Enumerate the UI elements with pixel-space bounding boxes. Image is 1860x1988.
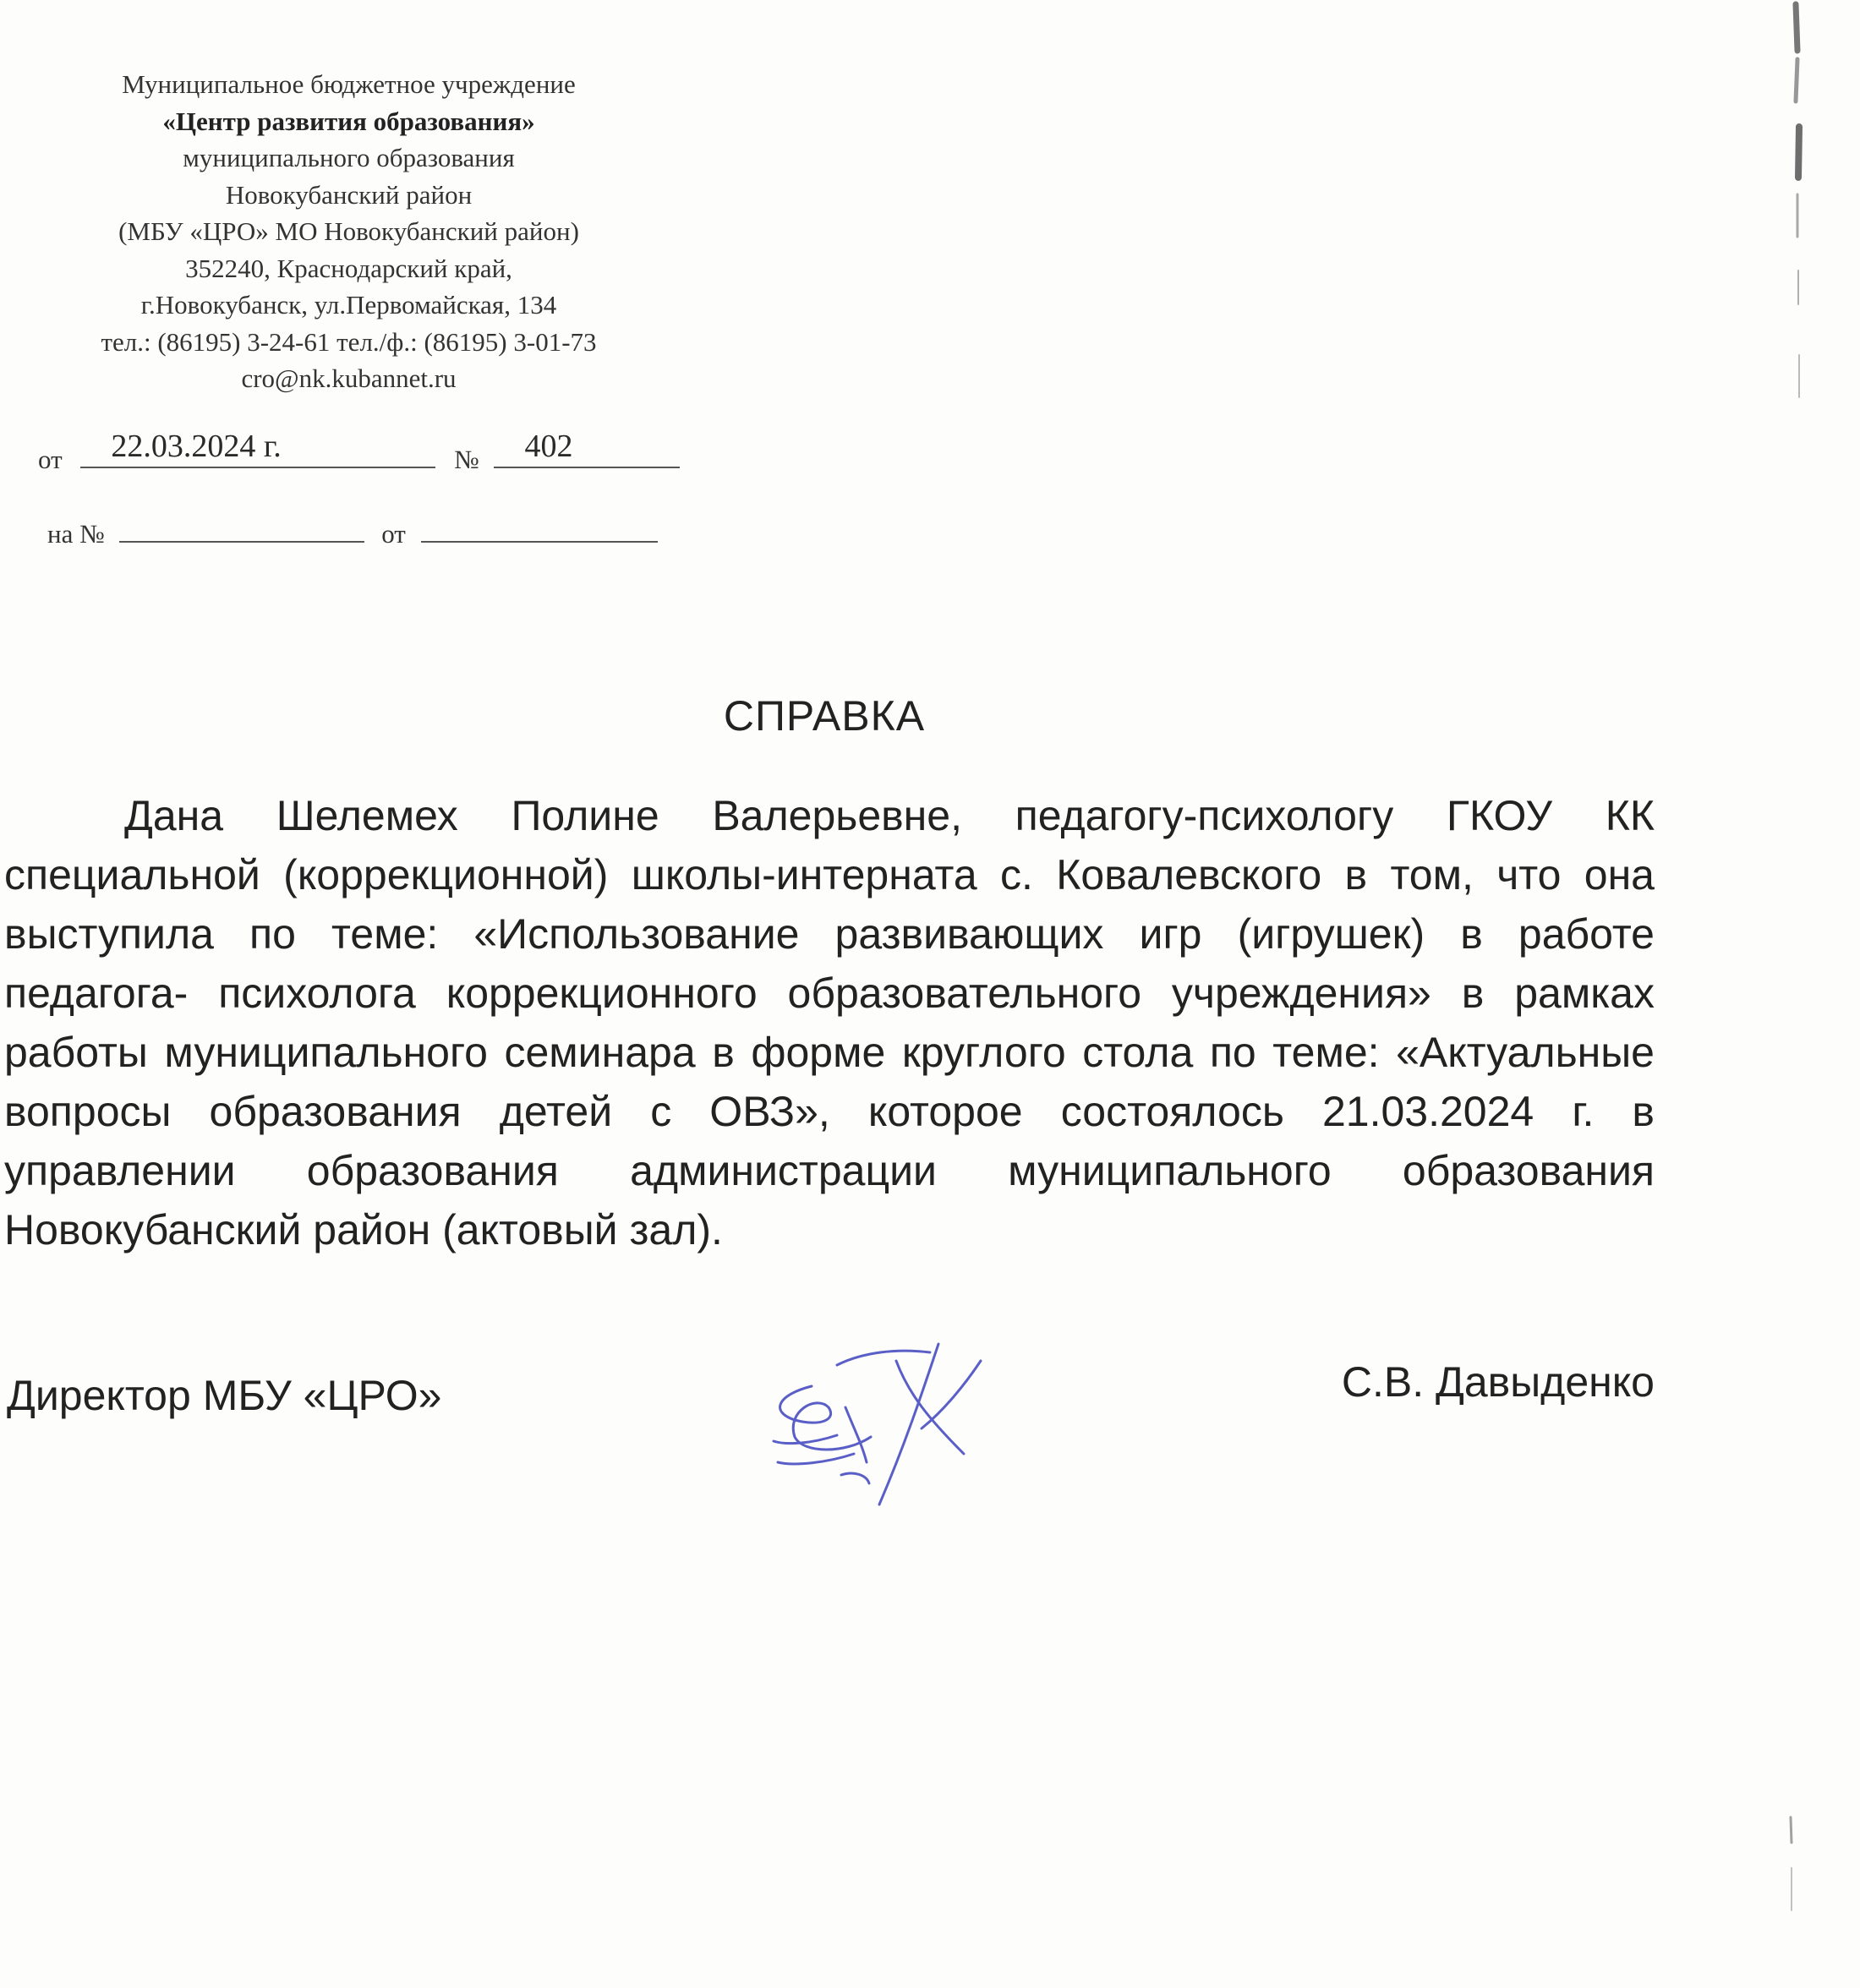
registration-row <box>38 429 680 475</box>
scan-edge-artifact <box>1786 0 1811 456</box>
org-postal-region: 352240, Краснодарский край, <box>185 253 512 283</box>
org-phones: тел.: (86195) 3-24-61 тел./ф.: (86195) 3-01-73 <box>101 326 597 357</box>
handwritten-signature <box>761 1327 1006 1513</box>
reply-date-field <box>421 516 658 543</box>
scan-edge-artifact-bottom <box>1784 1800 1801 1969</box>
number-value: 402 <box>524 429 573 464</box>
reply-number-field <box>119 516 364 543</box>
reply-date-label: от <box>381 519 406 549</box>
reply-row <box>47 516 658 549</box>
date-label: от <box>38 445 63 474</box>
letterhead <box>34 66 664 397</box>
signatory-name: С.В. Давыденко <box>1341 1358 1655 1406</box>
org-short-name: (МБУ «ЦРО» МО Новокубанский район) <box>118 216 579 246</box>
signatory-position: Директор МБУ «ЦРО» <box>7 1372 442 1419</box>
number-field <box>494 429 680 468</box>
org-name: «Центр развития образования» <box>162 106 535 136</box>
org-district: Новокубанский район <box>225 179 473 210</box>
org-street-address: г.Новокубанск, ул.Первомайская, 134 <box>140 290 557 320</box>
org-email: cro@nk.kubannet.ru <box>241 363 457 393</box>
document-title: СПРАВКА <box>723 692 926 740</box>
date-field <box>80 429 435 468</box>
reply-number-label: на № <box>47 519 105 549</box>
number-label: № <box>454 445 479 474</box>
org-municipality: муниципального образования <box>183 143 515 172</box>
date-value: 22.03.2024 г. <box>111 429 282 464</box>
document-body: Дана Шелемех Полине Валерьевне, педагогу-психологу ГКОУ КК специальной (коррекционной) школы-интерната с. Ковалевского в том, что она выступила по теме: «Использование развивающих игр (игрушек) в работе педагога- психолога коррекционного образовательного учреждения» в рамках работы муниципального семинара в форме круглого стола по теме: «Актуальные вопросы образования детей с ОВЗ», которое состоялось 21.03.2024 г. в управлении образования администрации муниципального образования Новокубанский район (актовый зал). <box>4 792 1655 1253</box>
org-type: Муниципальное бюджетное учреждение <box>122 69 576 99</box>
